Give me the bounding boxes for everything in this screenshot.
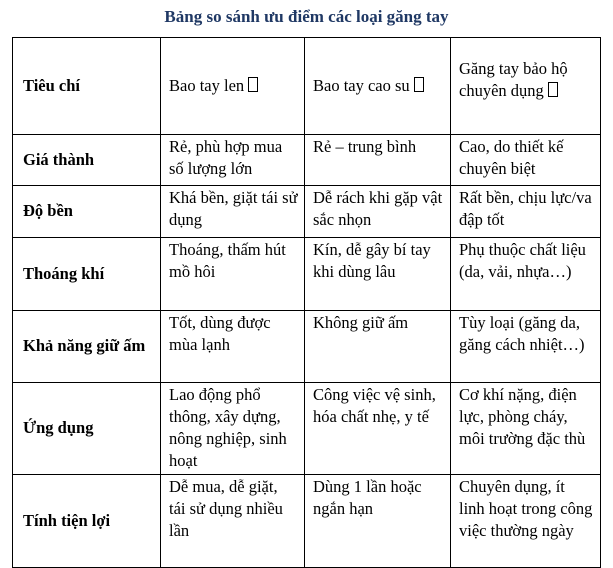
- wool-gloves-cell: Dễ mua, dễ giặt, tái sử dụng nhiều lần: [161, 475, 305, 568]
- header-wool-gloves-label: Bao tay len: [169, 75, 245, 95]
- criterion-cell: Giá thành: [13, 135, 161, 186]
- rubber-gloves-cell: Dùng 1 lần hoặc ngắn hạn: [305, 475, 451, 568]
- table-row: [13, 475, 601, 568]
- rubber-gloves-cell: Công việc vệ sinh, hóa chất nhẹ, y tế: [305, 383, 451, 475]
- wool-gloves-cell: Lao động phổ thông, xây dựng, nông nghiệp, sinh hoạt: [161, 383, 305, 475]
- table-row: [13, 135, 601, 186]
- rubber-gloves-cell: Dễ rách khi gặp vật sắc nhọn: [305, 186, 451, 238]
- missing-glyph-icon: [414, 77, 424, 92]
- header-cell-wool-gloves: [161, 38, 305, 135]
- header-cell-rubber-gloves: [305, 38, 451, 135]
- table-row: [13, 311, 601, 383]
- header-cell-criterion: [13, 38, 161, 135]
- comparison-table: [12, 37, 601, 568]
- criterion-cell: Khả năng giữ ấm: [13, 311, 161, 383]
- missing-glyph-icon: [548, 82, 558, 97]
- wool-gloves-cell: Rẻ, phù hợp mua số lượng lớn: [161, 135, 305, 186]
- rubber-gloves-cell: Rẻ – trung bình: [305, 135, 451, 186]
- wool-gloves-cell: Tốt, dùng được mùa lạnh: [161, 311, 305, 383]
- protective-gloves-cell: Cơ khí nặng, điện lực, phòng cháy, môi trường đặc thù: [451, 383, 601, 475]
- document-title: Bảng so sánh ưu điểm các loại găng tay: [164, 7, 449, 26]
- table-row: [13, 186, 601, 238]
- rubber-gloves-cell: Không giữ ấm: [305, 311, 451, 383]
- header-protective-gloves-label: Găng tay bảo hộ chuyên dụng: [459, 59, 568, 100]
- criterion-cell: Tính tiện lợi: [13, 475, 161, 568]
- protective-gloves-cell: Tùy loại (găng da, găng cách nhiệt…): [451, 311, 601, 383]
- missing-glyph-icon: [248, 77, 258, 92]
- protective-gloves-cell: Chuyên dụng, ít linh hoạt trong công việc thường ngày: [451, 475, 601, 568]
- protective-gloves-cell: Rất bền, chịu lực/va đập tốt: [451, 186, 601, 238]
- rubber-gloves-cell: Kín, dễ gây bí tay khi dùng lâu: [305, 238, 451, 311]
- wool-gloves-cell: Thoáng, thấm hút mồ hôi: [161, 238, 305, 311]
- header-cell-protective-gloves: [451, 38, 601, 135]
- table-row: [13, 383, 601, 475]
- wool-gloves-cell: Khá bền, giặt tái sử dụng: [161, 186, 305, 238]
- criterion-cell: Độ bền: [13, 186, 161, 238]
- table-header-row: [13, 38, 601, 135]
- header-rubber-gloves-label: Bao tay cao su: [313, 75, 410, 95]
- protective-gloves-cell: Cao, do thiết kế chuyên biệt: [451, 135, 601, 186]
- table-row: [13, 238, 601, 311]
- header-criterion-label: Tiêu chí: [23, 75, 81, 95]
- protective-gloves-cell: Phụ thuộc chất liệu (da, vải, nhựa…): [451, 238, 601, 311]
- criterion-cell: Thoáng khí: [13, 238, 161, 311]
- criterion-cell: Ứng dụng: [13, 383, 161, 475]
